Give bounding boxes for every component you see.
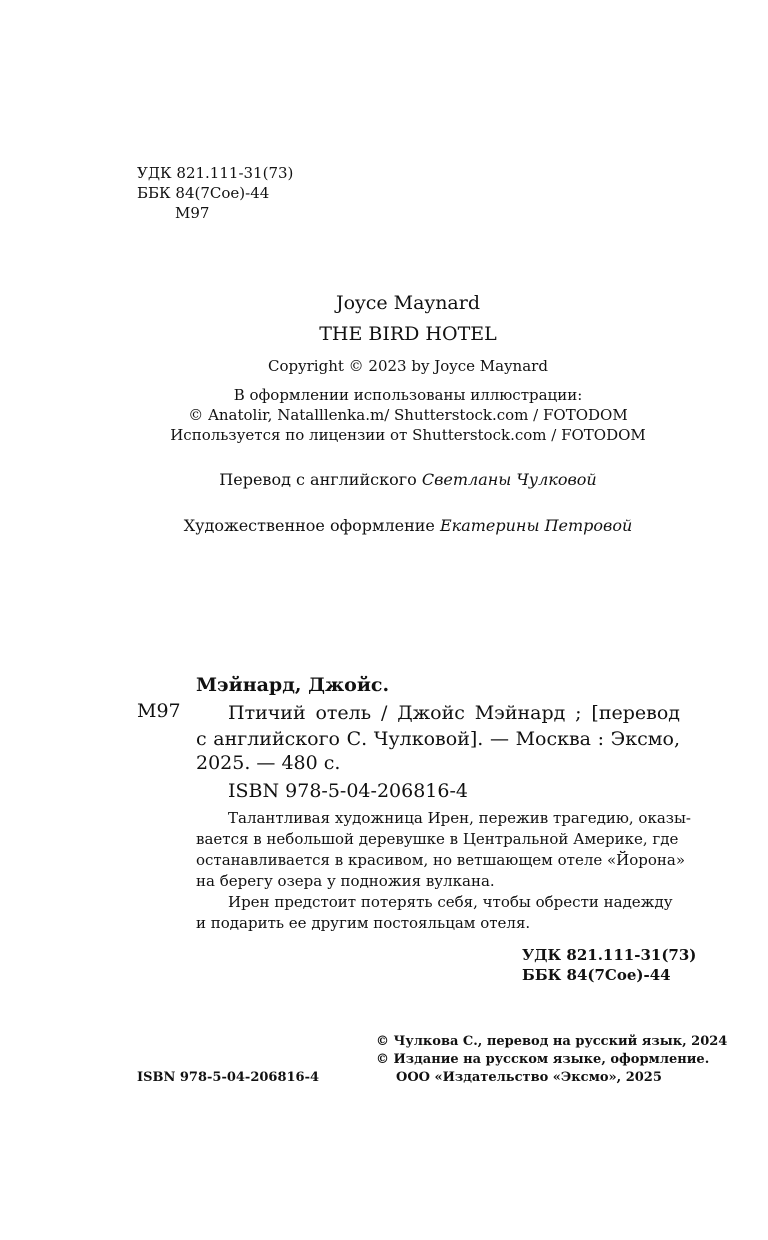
annotation-p1-line-1: Талантливая художница Ирен, пережив трагедию, оказы-: [228, 809, 691, 827]
original-title: THE BIRD HOTEL: [319, 323, 497, 345]
designer-name: Екатерины Петровой: [439, 516, 633, 535]
annotation-p1-line-2: вается в небольшой деревушке в Центральной Америке, где: [196, 830, 679, 848]
annotation-p1-line-3: останавливается в красивом, но ветшающем отеле «Йорона»: [196, 851, 686, 869]
udk-code-top: УДК 821.111-31(73): [137, 164, 294, 182]
bbk-code-bottom: ББК 84(7Сое)-44: [522, 966, 671, 984]
design-label: Художественное оформление: [183, 516, 435, 535]
illustrations-line-3: Используется по лицензии от Shutterstock.com / FOTODOM: [170, 426, 646, 444]
illustrations-line-2: © Anatolir, Natalllenka.m/ Shutterstock.com / FOTODOM: [188, 406, 628, 424]
translation-label: Перевод с английского: [219, 470, 417, 489]
bibliographic-line-2: с английского С. Чулковой]. — Москва : Эксмо,: [196, 728, 680, 750]
bibliographic-mark: М97: [137, 700, 181, 722]
design-credit: [0, 516, 768, 535]
copyright-edition: © Издание на русском языке, оформление.: [376, 1052, 710, 1067]
copyright-translation: © Чулкова С., перевод на русский язык, 2024: [376, 1034, 728, 1049]
original-author: Joyce Maynard: [335, 292, 481, 314]
bibliographic-line-3: 2025. — 480 с.: [196, 752, 341, 774]
bibliographic-isbn: ISBN 978-5-04-206816-4: [228, 780, 468, 802]
illustrations-line-1: В оформлении использованы иллюстрации:: [233, 386, 583, 404]
bbk-code-top: ББК 84(7Сое)-44: [137, 184, 270, 202]
copyright-publisher: ООО «Издательство «Эксмо», 2025: [396, 1070, 662, 1085]
udk-code-bottom: УДК 821.111-31(73): [522, 946, 697, 964]
annotation: [196, 808, 691, 934]
bibliographic-heading: Мэйнард, Джойс.: [196, 674, 390, 696]
annotation-p2-line-2: и подарить ее другим постояльцам отеля.: [196, 914, 531, 932]
translator-name: Светланы Чулковой: [421, 470, 597, 489]
bibliographic-line-1: Птичий отель / Джойс Мэйнард ; [перевод: [228, 702, 680, 724]
author-mark-top: М97: [175, 204, 210, 222]
translation-credit: [0, 470, 768, 489]
footer-isbn: ISBN 978-5-04-206816-4: [137, 1070, 320, 1085]
annotation-p2-line-1: Ирен предстоит потерять себя, чтобы обрести надежду: [228, 893, 673, 911]
annotation-p1-line-4: на берегу озера у подножия вулкана.: [196, 872, 495, 890]
original-copyright: Copyright © 2023 by Joyce Maynard: [268, 357, 548, 375]
